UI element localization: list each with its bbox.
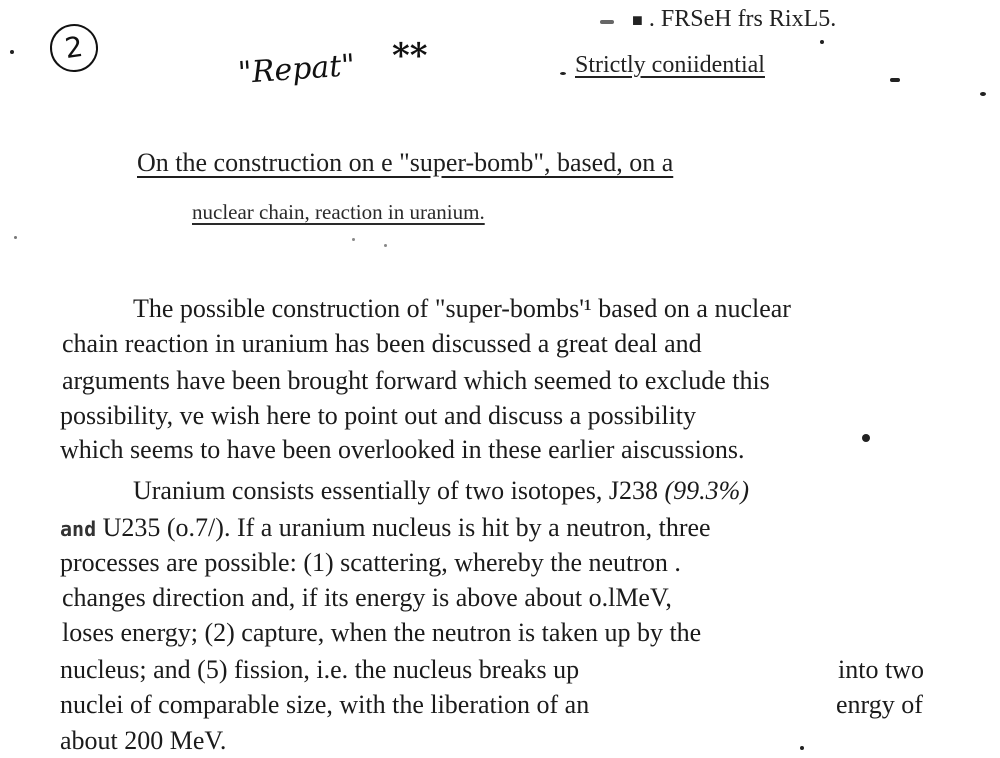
paragraph-1-line-2: chain reaction in uranium has been discussed a great deal and	[62, 329, 702, 358]
handwritten-note: "Repat"	[236, 47, 357, 92]
paragraph-1-line-4: possibility, ve wish here to point out and discuss a possibility	[60, 401, 697, 430]
paragraph-1-line-3: arguments have been brought forward which seemed to exclude this	[62, 366, 770, 395]
isotope-percentage: (99.3%)	[664, 476, 749, 505]
header-bullet: ■	[632, 10, 643, 30]
paragraph-1-line-1: The possible construction of "super-bombs'¹ based on a nuclear	[133, 294, 791, 323]
right-fragment-into-two: into two	[838, 655, 924, 684]
paragraph-2-line-3: processes are possible: (1) scattering, whereby the neutron .	[60, 548, 681, 577]
paragraph-2-line-4: changes direction and, if its energy is above about o.lMeV,	[62, 583, 672, 612]
classification-label: Strictly coniidential	[575, 52, 765, 78]
paragraph-2-line-2	[60, 511, 711, 546]
scan-speck	[890, 78, 900, 82]
scan-speck	[820, 40, 824, 44]
scan-speck	[862, 434, 870, 442]
right-fragment-energy-of: enrgy of	[836, 690, 923, 719]
header-reference-text: . FRSeH frs RixL5.	[648, 6, 837, 32]
paragraph-2-line-5: loses energy; (2) capture, when the neutron is taken up by the	[62, 618, 702, 647]
header-reference	[632, 6, 836, 33]
scan-speck	[14, 236, 17, 239]
paragraph-2-line-6: nucleus; and (5) fission, i.e. the nucleus breaks up	[60, 655, 580, 684]
paragraph-2-line-1	[133, 474, 749, 508]
scan-speck	[384, 244, 387, 247]
paragraph-1-line-5: which seems to have been overlooked in these earlier aiscussions.	[60, 435, 745, 464]
paragraph-2-line-7: nuclei of comparable size, with the liberation of an	[60, 690, 590, 719]
document-title-line-1: On the construction on e "super-bomb", based, on a	[137, 148, 674, 177]
scan-speck	[600, 20, 614, 24]
scan-speck	[560, 72, 566, 75]
handwritten-asterisks: **	[392, 36, 428, 76]
paragraph-2-line-1-text: Uranium consists essentially of two isotopes, J238	[133, 476, 659, 505]
paragraph-2-line-2-text: U235 (o.7/). If a uranium nucleus is hit by a neutron, three	[102, 513, 711, 542]
document-title-line-2: nuclear chain, reaction in uranium.	[192, 200, 485, 224]
paragraph-2-line-8: about 200 MeV.	[60, 726, 227, 755]
scan-speck	[352, 238, 355, 241]
scan-speck	[10, 50, 14, 54]
page-number-circle: 2	[47, 21, 101, 75]
and-word: and	[60, 517, 97, 541]
scan-speck	[980, 92, 986, 96]
scan-speck	[800, 746, 804, 750]
